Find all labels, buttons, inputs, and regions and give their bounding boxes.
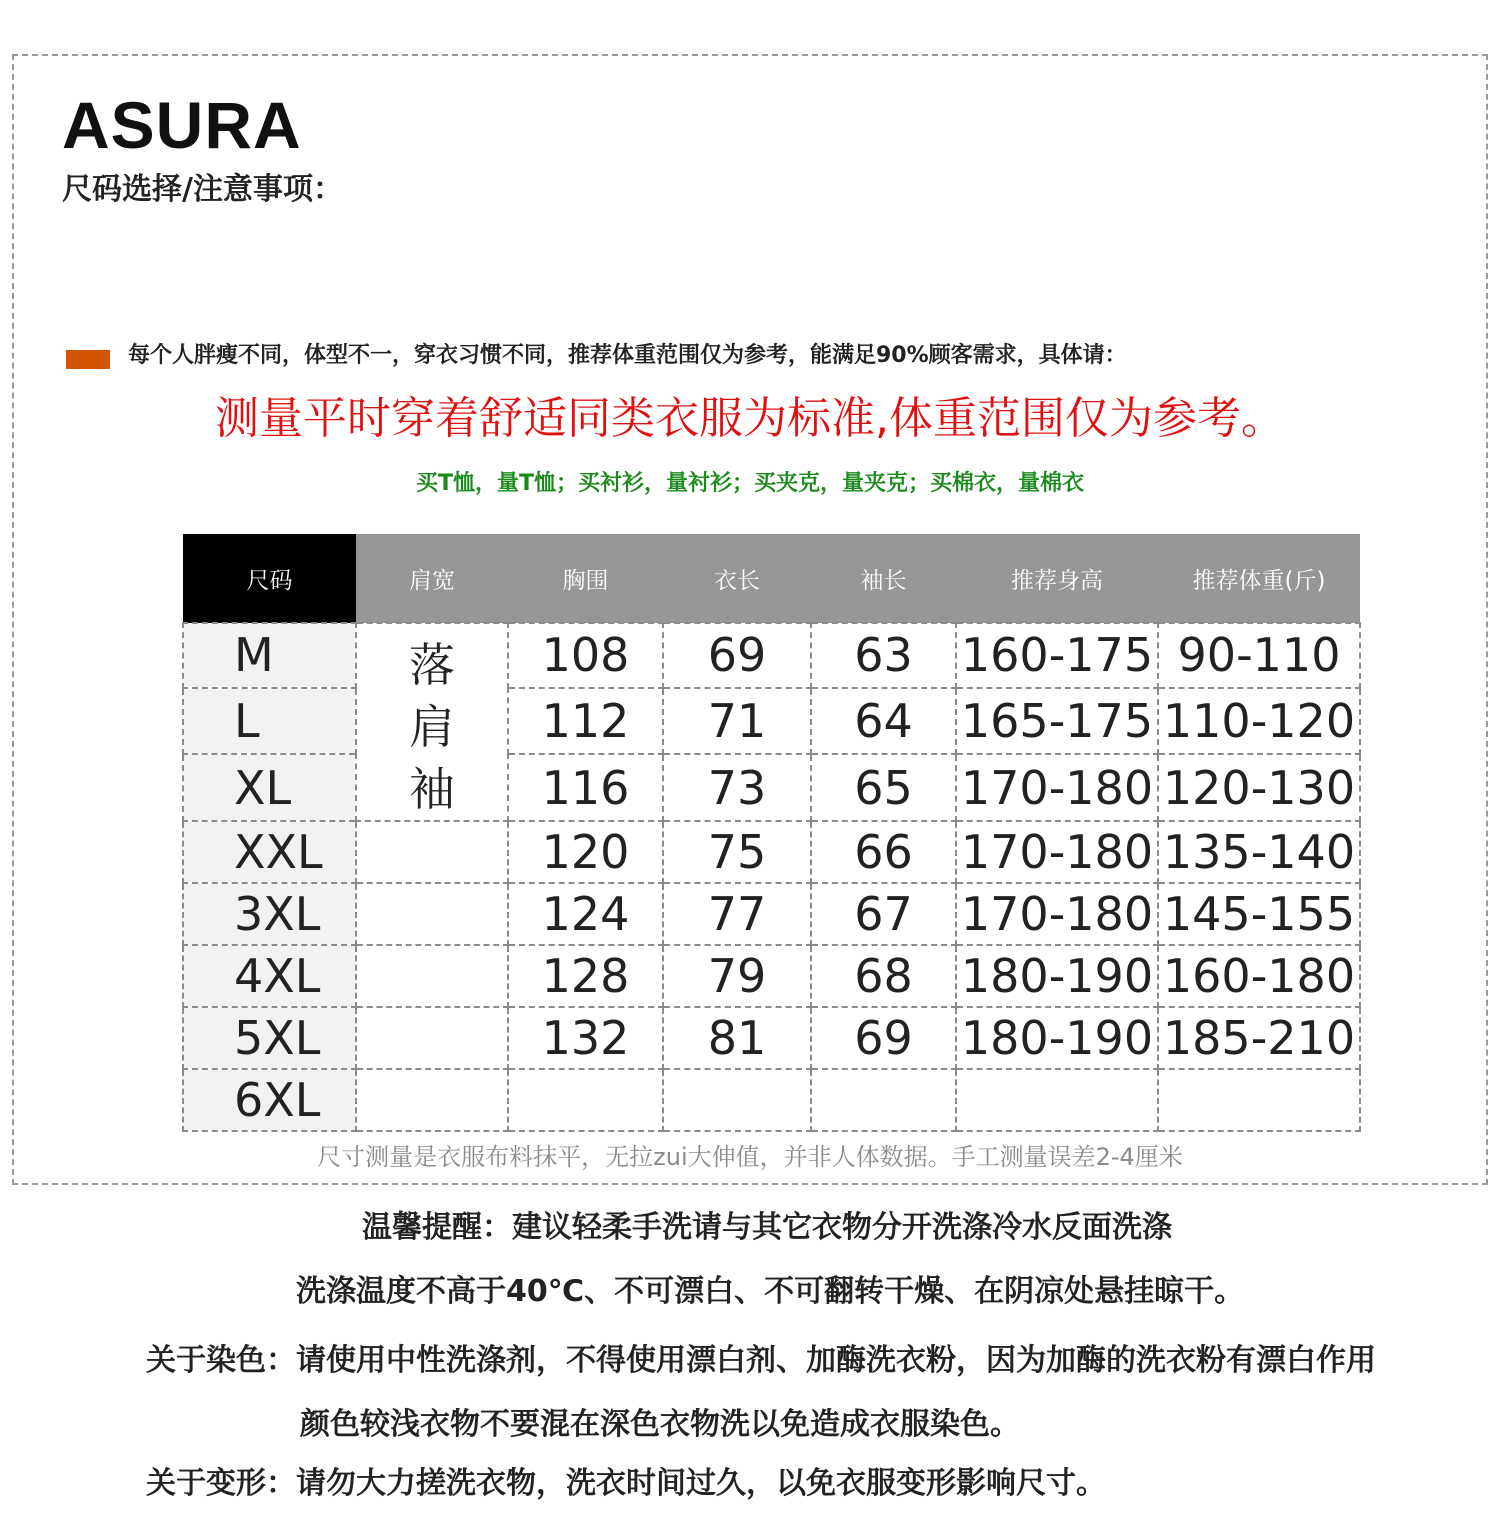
cell-weight: 110-120 [1158, 688, 1360, 755]
cell-sleeve: 68 [811, 945, 956, 1007]
cell-length: 81 [663, 1007, 811, 1069]
cell-height [956, 1069, 1158, 1131]
cell-shoulder [356, 1007, 508, 1069]
header-length: 衣长 [663, 534, 811, 623]
cell-weight: 145-155 [1158, 883, 1360, 945]
cell-size: 6XL [183, 1069, 356, 1131]
header-weight: 推荐体重(斤) [1158, 534, 1360, 623]
table-row [183, 883, 1360, 945]
cell-height: 170-180 [956, 883, 1158, 945]
cell-chest: 116 [508, 754, 663, 821]
page-subtitle: 尺码选择/注意事项： [62, 172, 343, 207]
table-row [183, 623, 1360, 688]
cell-sleeve: 64 [811, 688, 956, 755]
care-dye-line: 颜色较浅衣物不要混在深色衣物洗以免造成衣服染色。 [300, 1407, 1020, 1442]
cell-shoulder [356, 945, 508, 1007]
cell-size: L [183, 688, 356, 755]
cell-size: XXL [183, 821, 356, 883]
cell-chest: 112 [508, 688, 663, 755]
cell-height: 170-180 [956, 821, 1158, 883]
cell-length: 69 [663, 623, 811, 688]
cell-shoulder [356, 883, 508, 945]
table-row [183, 945, 1360, 1007]
cell-weight: 160-180 [1158, 945, 1360, 1007]
care-dye-line: 关于染色：请使用中性洗涤剂，不得使用漂白剂、加酶洗衣粉，因为加酶的洗衣粉有漂白作用 [146, 1343, 1376, 1378]
cell-length: 71 [663, 688, 811, 755]
cell-weight [1158, 1069, 1360, 1131]
care-deform-line: 关于变形：请勿大力搓洗衣物，洗衣时间过久，以免衣服变形影响尺寸。 [146, 1466, 1106, 1501]
cell-length: 73 [663, 754, 811, 821]
cell-height: 160-175 [956, 623, 1158, 688]
header-chest: 胸围 [508, 534, 663, 623]
cell-chest: 132 [508, 1007, 663, 1069]
cell-height: 180-190 [956, 1007, 1158, 1069]
cell-size: 3XL [183, 883, 356, 945]
measurement-headline: 测量平时穿着舒适同类衣服为标准,体重范围仅为参考。 [215, 393, 1285, 444]
cell-weight: 135-140 [1158, 821, 1360, 883]
cell-weight: 90-110 [1158, 623, 1360, 688]
cell-shoulder [356, 1069, 508, 1131]
brand-logo: ASURA [62, 88, 302, 162]
cell-size: M [183, 623, 356, 688]
header-height: 推荐身高 [956, 534, 1158, 623]
shoulder-note-char: 落 [409, 638, 455, 692]
shoulder-note-char: 袖 [409, 762, 455, 816]
cell-sleeve: 66 [811, 821, 956, 883]
note-marker-icon [66, 350, 110, 369]
cell-height: 170-180 [956, 754, 1158, 821]
measurement-footnote: 尺寸测量是衣服布料抹平，无拉zui大伸值，并非人体数据。手工测量误差2-4厘米 [317, 1143, 1183, 1171]
care-tip-line: 温馨提醒：建议轻柔手洗请与其它衣物分开洗涤冷水反面洗涤 [362, 1210, 1172, 1245]
cell-size: 5XL [183, 1007, 356, 1069]
size-table [182, 534, 1361, 1132]
cell-shoulder-note [356, 623, 508, 821]
cell-chest: 124 [508, 883, 663, 945]
cell-sleeve: 65 [811, 754, 956, 821]
cell-chest: 120 [508, 821, 663, 883]
cell-chest: 128 [508, 945, 663, 1007]
cell-weight: 120-130 [1158, 754, 1360, 821]
buy-measure-tip: 买T恤，量T恤；买衬衫，量衬衫；买夹克，量夹克；买棉衣，量棉衣 [415, 471, 1085, 496]
size-note: 每个人胖瘦不同，体型不一，穿衣习惯不同，推荐体重范围仅为参考，能满足90%顾客需求，具体请： [128, 343, 1127, 368]
cell-size: XL [183, 754, 356, 821]
cell-shoulder [356, 821, 508, 883]
header-shoulder: 肩宽 [356, 534, 508, 623]
cell-sleeve: 67 [811, 883, 956, 945]
cell-size: 4XL [183, 945, 356, 1007]
table-header-row [183, 534, 1360, 623]
cell-sleeve [811, 1069, 956, 1131]
table-row [183, 1069, 1360, 1131]
shoulder-note-char: 肩 [409, 700, 455, 754]
cell-height: 180-190 [956, 945, 1158, 1007]
cell-length: 75 [663, 821, 811, 883]
header-sleeve: 袖长 [811, 534, 956, 623]
header-size: 尺码 [183, 534, 356, 623]
cell-sleeve: 63 [811, 623, 956, 688]
cell-height: 165-175 [956, 688, 1158, 755]
table-row [183, 1007, 1360, 1069]
cell-sleeve: 69 [811, 1007, 956, 1069]
cell-weight: 185-210 [1158, 1007, 1360, 1069]
cell-length [663, 1069, 811, 1131]
cell-chest [508, 1069, 663, 1131]
cell-length: 77 [663, 883, 811, 945]
cell-length: 79 [663, 945, 811, 1007]
cell-chest: 108 [508, 623, 663, 688]
table-row [183, 821, 1360, 883]
care-tip-line: 洗涤温度不高于40℃、不可漂白、不可翻转干燥、在阴凉处悬挂晾干。 [296, 1274, 1245, 1309]
